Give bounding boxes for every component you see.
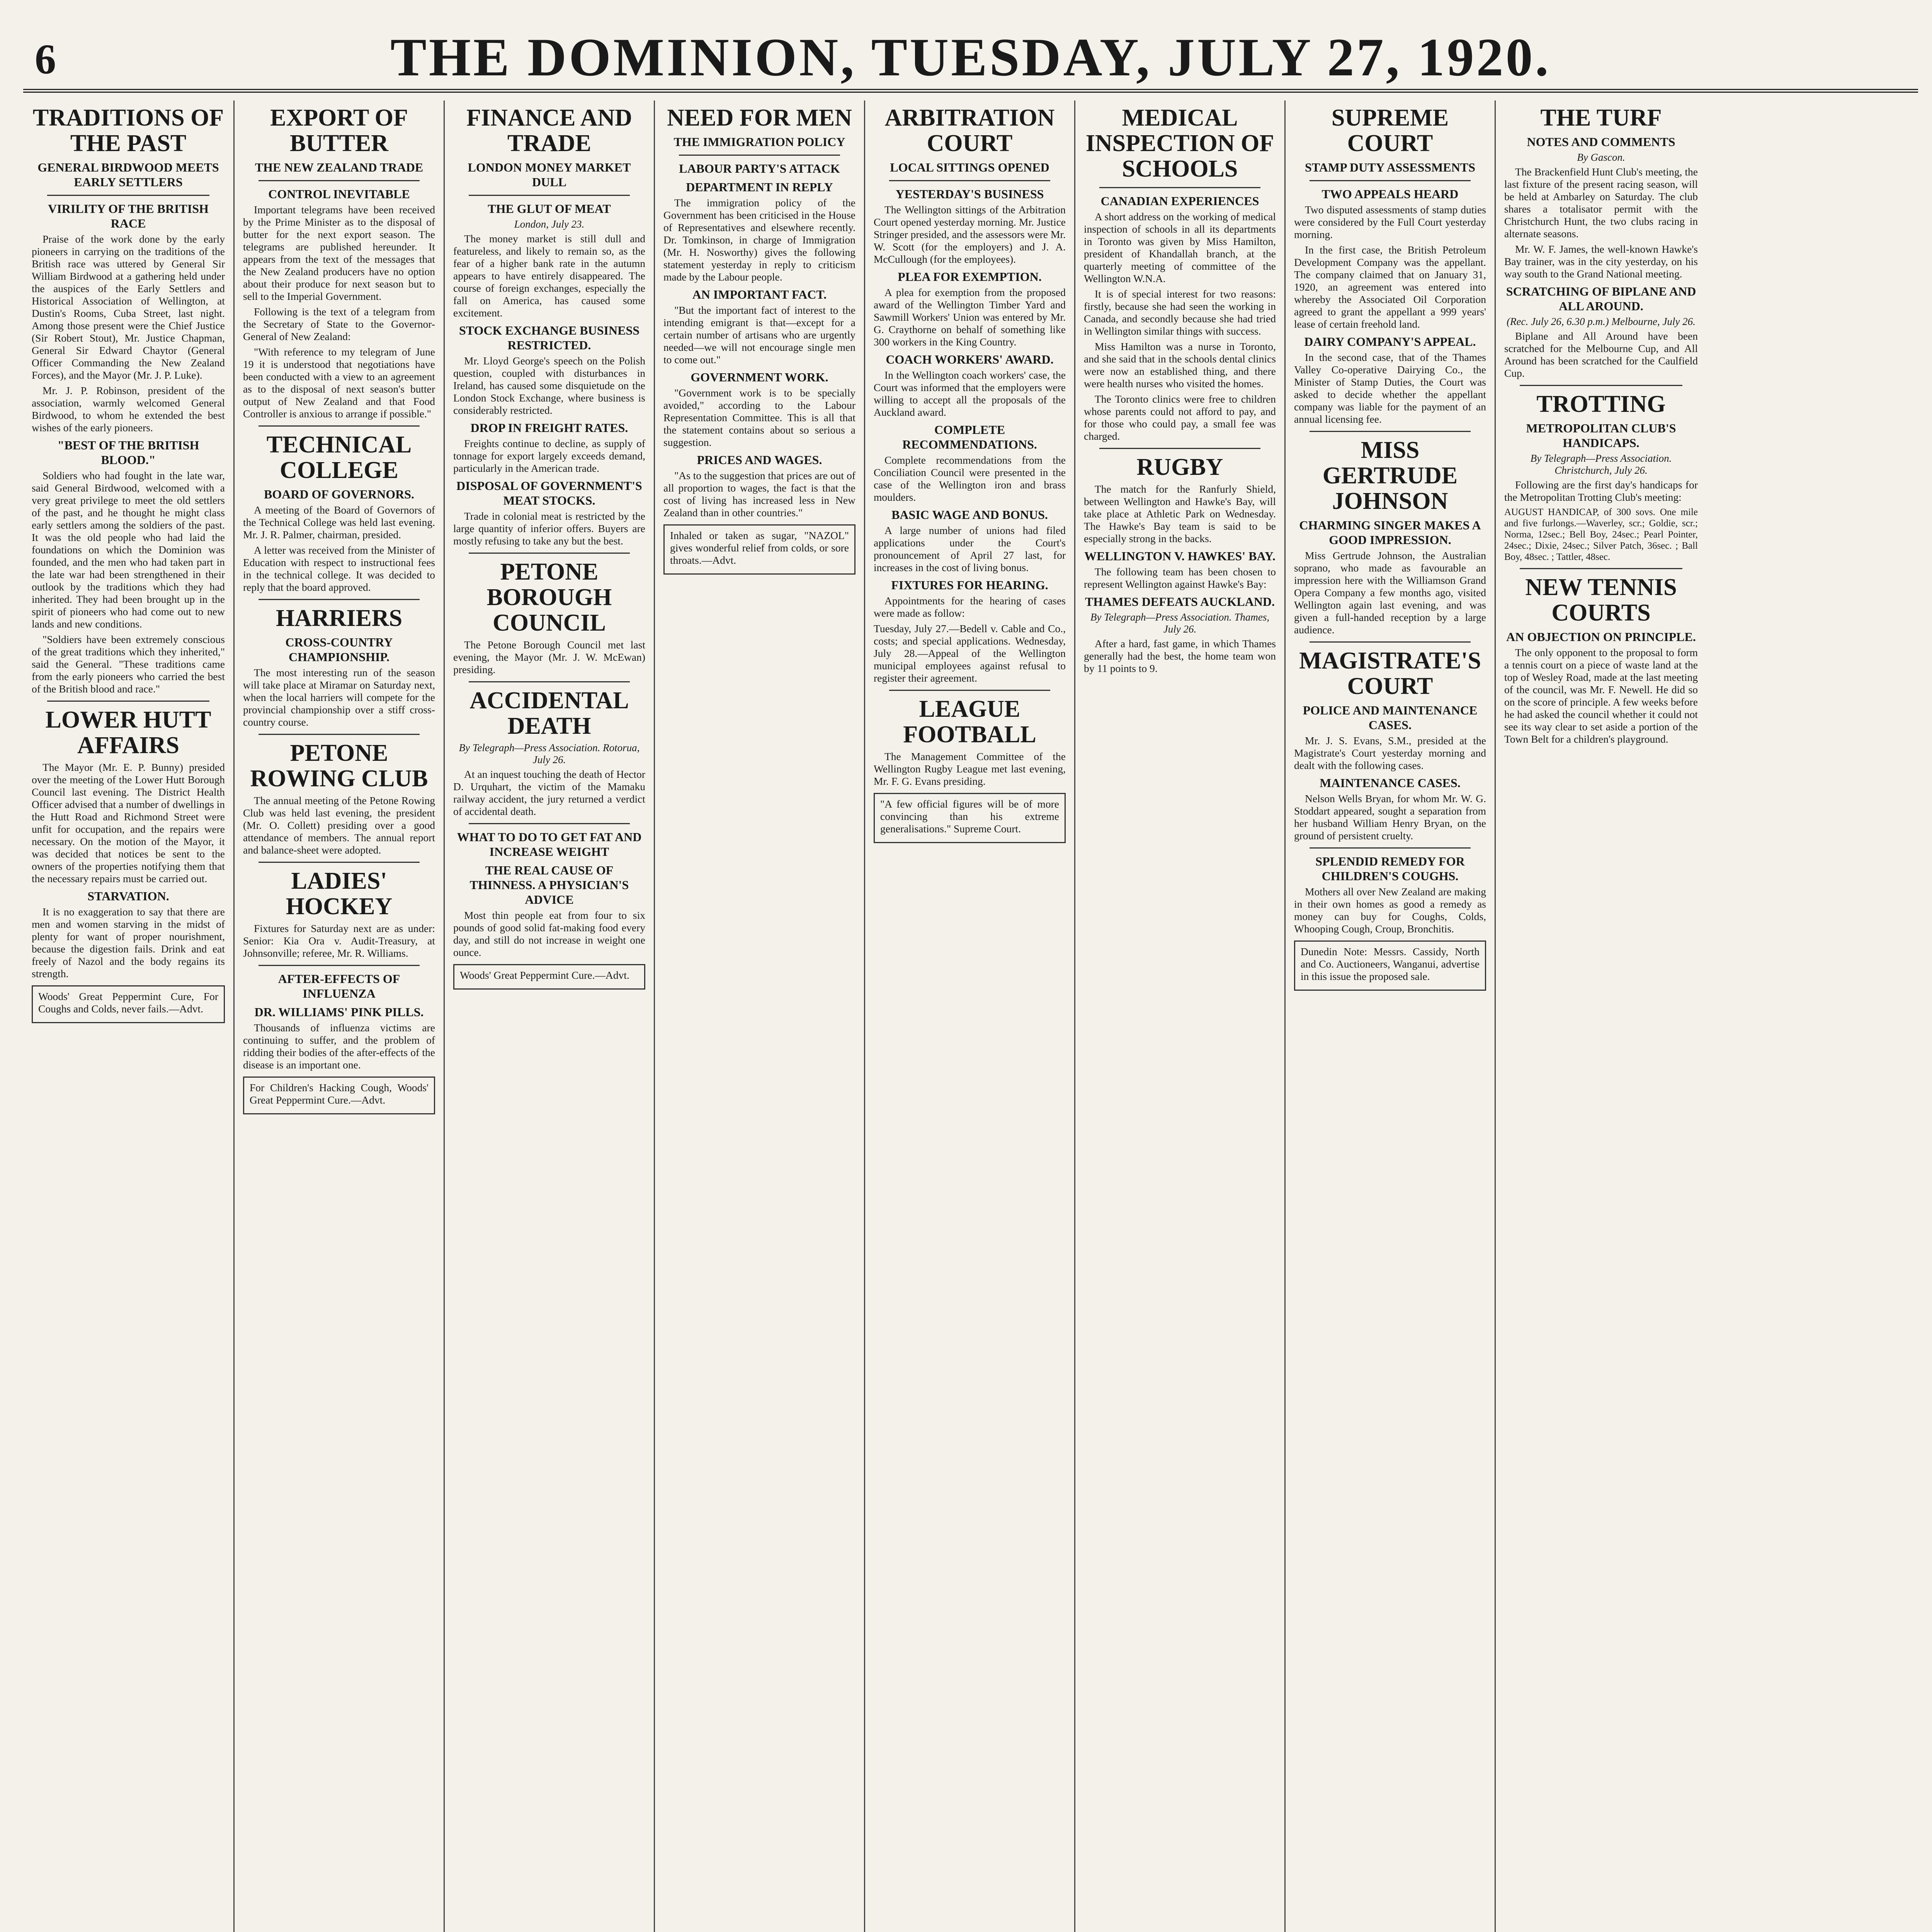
paragraph: Nelson Wells Bryan, for whom Mr. W. G. Stoddart appeared, sought a separation from her husband William Henry Bryan, on the ground of persistent cruelty. bbox=[1294, 793, 1486, 842]
subhead: CANADIAN EXPERIENCES bbox=[1100, 194, 1259, 208]
divider bbox=[1099, 448, 1260, 449]
subhead: THAMES DEFEATS AUCKLAND. bbox=[1085, 595, 1275, 609]
headline-magistrates-court: MAGISTRATE'S COURT bbox=[1299, 648, 1481, 699]
divider bbox=[259, 180, 420, 181]
columns bbox=[23, 100, 1918, 1932]
paragraph: Trade in colonial meat is restricted by the large quantity of inferior offers. Buyers are mostly refusing to take any but the best. bbox=[453, 510, 645, 547]
divider bbox=[889, 690, 1050, 691]
subhead: THE REAL CAUSE OF THINNESS. A PHYSICIAN'S ADVICE bbox=[469, 863, 629, 906]
column-8 bbox=[1495, 100, 1706, 1932]
subhead: WHAT TO DO TO GET FAT AND INCREASE WEIGHT bbox=[457, 830, 642, 859]
divider bbox=[47, 195, 209, 196]
divider bbox=[259, 734, 420, 735]
subhead: AN OBJECTION ON PRINCIPLE. bbox=[1506, 630, 1696, 644]
paragraph: Mothers all over New Zealand are making in their own homes as good a remedy as money can buy for Coughs, Colds, Whooping Cough, Croup, Bronchitis. bbox=[1294, 886, 1486, 935]
divider bbox=[259, 425, 420, 427]
divider bbox=[259, 862, 420, 863]
masthead bbox=[23, 23, 1918, 93]
paragraph: The most interesting run of the season will take place at Miramar on Saturday next, when the local harriers will compete for the provincial championship over a stiff cross-country course. bbox=[243, 667, 435, 728]
paragraph: The money market is still dull and featureless, and likely to remain so, as the fear of a higher bank rate in the autumn appears to have entirely disappeared. The course of foreign exchanges, especially the fall on America, has caused some excitement. bbox=[453, 233, 645, 319]
paragraph: A large number of unions had filed applications under the Court's pronouncement of April 27 last, for increases in the cost of living bonus. bbox=[874, 524, 1066, 573]
paragraph: Following is the text of a telegram from the Secretary of State to the Governor-General of New Zealand: bbox=[243, 306, 435, 342]
paragraph: Complete recommendations from the Conciliation Council were presented in the case of the Wellington iron and brass moulders. bbox=[874, 454, 1066, 503]
subhead: TWO APPEALS HEARD bbox=[1321, 187, 1459, 201]
dateline: London, July 23. bbox=[514, 218, 585, 230]
paragraph: A plea for exemption from the proposed award of the Wellington Timber Yard and Sawmill Workers' Union was entered by Mr. G. Craythorne on behalf of something like 300 workers in the King Country. bbox=[874, 286, 1066, 348]
subhead: DR. WILLIAMS' PINK PILLS. bbox=[254, 1005, 424, 1019]
subhead: CROSS-COUNTRY CHAMPIONSHIP. bbox=[285, 635, 393, 664]
paragraph: At an inquest touching the death of Hector D. Urquhart, the victim of the Mamaku railway accident, the jury returned a verdict of accidental death. bbox=[453, 768, 645, 817]
dateline: By Telegraph—Press Association. Thames, July 26. bbox=[1090, 611, 1270, 635]
paragraph: Biplane and All Around have been scratched for the Melbourne Cup, and All Around has been scratched for the Caulfield Cup. bbox=[1504, 330, 1698, 379]
headline-medical-inspection: MEDICAL INSPECTION OF SCHOOLS bbox=[1085, 105, 1274, 182]
subhead: POLICE AND MAINTENANCE CASES. bbox=[1303, 703, 1478, 732]
paragraph: "But the important fact of interest to the intending emigrant is that—except for a certain number of artisans who are urgently needed—we will not encourage single men to come out." bbox=[663, 304, 855, 366]
divider bbox=[679, 155, 840, 156]
paragraph: The immigration policy of the Government has been criticised in the House of Representatives and elsewhere recently. Dr. Tomkinson, in charge of Immigration (Mr. H. Nosworthy) gives the following statement yesterday in reply to criticism made by the Labour people. bbox=[663, 197, 855, 283]
headline-export-butter: EXPORT OF BUTTER bbox=[270, 105, 408, 156]
paragraph: Thousands of influenza victims are continuing to suffer, and the problem of ridding their bodies of the after-effects of the disease is an important one. bbox=[243, 1022, 435, 1071]
subhead: DROP IN FREIGHT RATES. bbox=[470, 421, 628, 435]
advertisement bbox=[663, 524, 855, 575]
headline-league-football: LEAGUE FOOTBALL bbox=[903, 696, 1036, 748]
paragraph: Mr. W. F. James, the well-known Hawke's Bay trainer, was in the city yesterday, on his way south to the Grand National meeting. bbox=[1504, 243, 1698, 280]
paragraph: Miss Hamilton was a nurse in Toronto, and she said that in the schools dental clinics were now an established thing, and there were health nurses who visited the homes. bbox=[1084, 340, 1276, 389]
paragraph: It is no exaggeration to say that there are men and women starving in the midst of plenty for want of proper nourishment, because the digestion fails. Drink and eat freely of Nazol and the body regains its strength. bbox=[32, 906, 225, 980]
paragraph: A short address on the working of medical inspection of schools in all its departments in Toronto was given by Miss Hamilton, president of Khandallah branch, at the quarterly meeting of committee of the Wellington W.N.A. bbox=[1084, 211, 1276, 284]
subhead: STOCK EXCHANGE BUSINESS RESTRICTED. bbox=[459, 323, 640, 352]
paragraph: In the second case, that of the Thames Valley Co-operative Dairying Co., the Minister of Stamp Duties, the Court was asked to decide whether the appellant company was liable for the payment of an annual licensing fee. bbox=[1294, 351, 1486, 425]
page-number: 6 bbox=[35, 36, 56, 83]
headline-tennis-courts: NEW TENNIS COURTS bbox=[1525, 574, 1677, 626]
headline-trotting: TROTTING bbox=[1536, 391, 1666, 417]
ad-text: Inhaled or taken as sugar, "NAZOL" gives wonderful relief from colds, or sore throats.—Advt. bbox=[670, 529, 849, 566]
headline-finance-trade: FINANCE AND TRADE bbox=[466, 105, 632, 156]
paragraph: Mr. J. S. Evans, S.M., presided at the Magistrate's Court yesterday morning and dealt with the following cases. bbox=[1294, 735, 1486, 771]
headline-the-turf: THE TURF bbox=[1540, 105, 1662, 131]
paragraph: "With reference to my telegram of June 19 it is understood that negotiations have been conducted with a view to an agreement as to the disposal of next season's butter output of New Zealand and that Food Controller is anxious to arrange if possible." bbox=[243, 346, 435, 420]
subhead: COMPLETE RECOMMENDATIONS. bbox=[902, 423, 1037, 451]
divider bbox=[469, 553, 630, 554]
subhead: MAINTENANCE CASES. bbox=[1320, 776, 1461, 790]
paragraph: The Petone Borough Council met last evening, the Mayor (Mr. J. W. McEwan) presiding. bbox=[453, 639, 645, 675]
subhead: LABOUR PARTY'S ATTACK bbox=[679, 162, 840, 175]
headline-technical-college: TECHNICAL COLLEGE bbox=[266, 432, 412, 483]
subhead: GOVERNMENT WORK. bbox=[690, 370, 828, 384]
subhead: DAIRY COMPANY'S APPEAL. bbox=[1304, 335, 1476, 349]
paragraph: It is of special interest for two reasons: firstly, because she had seen the working in Canada, and secondly because she had tried in Wellington similar things with success. bbox=[1084, 288, 1276, 337]
subhead: "BEST OF THE BRITISH BLOOD." bbox=[57, 438, 199, 467]
paragraph: Freights continue to decline, as supply of tonnage for export largely exceeds demand, particularly in the American trade. bbox=[453, 437, 645, 474]
column-1 bbox=[23, 100, 233, 1932]
paragraph: Two disputed assessments of stamp duties were considered by the Full Court yesterday morning. bbox=[1294, 204, 1486, 240]
column-6 bbox=[1074, 100, 1284, 1932]
divider bbox=[469, 681, 630, 682]
paragraph: "Soldiers have been extremely conscious of the great traditions which they inherited," said the General. "These traditions came from the early pioneers who carried the best of the British blood and race." bbox=[32, 633, 225, 695]
column-4 bbox=[654, 100, 864, 1932]
byline: By Gascon. bbox=[1577, 151, 1625, 163]
subhead: VIRILITY OF THE BRITISH RACE bbox=[48, 202, 209, 230]
paragraph: Praise of the work done by the early pioneers in carrying on the traditions of the British race was uttered by General Sir William Birdwood at a gathering held under the auspices of the Early Settlers and Historical Association of Wellington, at Dustin's Rooms, Cuba Street, last night. Among those present were the Chief Justice (Sir Robert Stout), Mr. Justice Chapman, General Sir Edward Chaytor (General Officer Commanding the New Zealand Forces), and the Mayor (Mr. J. P. Luke). bbox=[32, 233, 225, 381]
divider bbox=[469, 823, 630, 824]
advertisement bbox=[32, 985, 225, 1023]
paragraph: Mr. Lloyd George's speech on the Polish question, coupled with disturbances in Ireland, has caused some disquietude on the London Stock Exchange, where business is considerably restricted. bbox=[453, 355, 645, 416]
headline-need-for-men: NEED FOR MEN bbox=[667, 105, 852, 131]
paragraph: A letter was received from the Minister of Education with respect to instructional fees in the technical college. It was decided to reply that the board approved. bbox=[243, 544, 435, 593]
paragraph: The Wellington sittings of the Arbitration Court opened yesterday morning. Mr. Justice Stringer presided, and the assessors were Mr. W. Scott (for the employers) and J. A. McCullough (for the employees). bbox=[874, 204, 1066, 265]
ad-text: "A few official figures will be of more convincing than his extreme generalisations." Supreme Court. bbox=[880, 798, 1059, 835]
subhead: LONDON MONEY MARKET DULL bbox=[468, 160, 631, 189]
paragraph: Soldiers who had fought in the late war, said General Birdwood, welcomed with a very great privilege to meet the old settlers of the past, and he thought he might class early settlers among the soldiers of the past. It was the old people who had laid the foundations on which the Dominion was founded, and the men who had taken part in the late war had been strengthened in their outlook by the traditions which they had inherited. They had been brought up in the spirit of pioneers who had come out to new lands and new conditions. bbox=[32, 469, 225, 630]
paragraph: The Mayor (Mr. E. P. Bunny) presided over the meeting of the Lower Hutt Borough Council last evening. The District Health Officer advised that a number of dwellings in the Hutt Road and Richmond Street were unfit for occupation, and the repairs were necessary. On the motion of the Mayor, it was decided that notices be sent to the owners of the properties notifying them that the necessary repairs must be carried out. bbox=[32, 761, 225, 884]
paragraph: Most thin people eat from four to six pounds of good solid fat-making food every day, and still do not increase in weight one ounce. bbox=[453, 909, 645, 958]
paragraph: In the Wellington coach workers' case, the Court was informed that the employers were willing to accept all the proposals of the Auckland award. bbox=[874, 369, 1066, 418]
ad-text: Woods' Great Peppermint Cure, For Coughs and Colds, never fails.—Advt. bbox=[38, 990, 218, 1015]
ad-text: Dunedin Note: Messrs. Cassidy, North and Co. Auctioneers, Wanganui, advertise in this issue the proposed sale. bbox=[1301, 946, 1480, 982]
paragraph: "Government work is to be specially avoided," according to the Labour Representation Committee. This is all that the statement contains about so serious a suggestion. bbox=[663, 387, 855, 448]
subhead: THE NEW ZEALAND TRADE bbox=[255, 160, 423, 174]
advertisement bbox=[874, 793, 1066, 843]
advertisement bbox=[453, 964, 645, 990]
subhead: BASIC WAGE AND BONUS. bbox=[891, 508, 1048, 522]
divider bbox=[1310, 641, 1471, 643]
paragraph: After a hard, fast game, in which Thames generally had the best, the home team won by 11 points to 9. bbox=[1084, 638, 1276, 674]
subhead: THE GLUT OF MEAT bbox=[488, 202, 611, 216]
column-2 bbox=[233, 100, 444, 1932]
subhead: AN IMPORTANT FACT. bbox=[692, 287, 827, 301]
headline-ladies-hockey: LADIES' HOCKEY bbox=[286, 868, 393, 920]
headline-supreme-court: SUPREME COURT bbox=[1331, 105, 1449, 156]
subhead: CONTROL INEVITABLE bbox=[268, 187, 410, 201]
column-7 bbox=[1284, 100, 1495, 1932]
headline-arbitration: ARBITRATION COURT bbox=[884, 105, 1055, 156]
subhead: GENERAL BIRDWOOD MEETS EARLY SETTLERS bbox=[37, 160, 219, 189]
subhead: CHARMING SINGER MAKES A GOOD IMPRESSION. bbox=[1299, 518, 1481, 547]
column-5 bbox=[864, 100, 1074, 1932]
paragraph: In the first case, the British Petroleum Development Company was the appellant. The company claimed that on January 31, 1920, an agreement was entered into whereby the Associated Oil Corporation agreed to grant the appellant a 999 years' lease of certain freehold land. bbox=[1294, 244, 1486, 330]
subhead: PRICES AND WAGES. bbox=[697, 453, 822, 467]
divider bbox=[259, 965, 420, 966]
ad-text: For Children's Hacking Cough, Woods' Great Peppermint Cure.—Advt. bbox=[250, 1082, 429, 1106]
subhead: YESTERDAY'S BUSINESS bbox=[895, 187, 1044, 201]
headline-harriers: HARRIERS bbox=[276, 605, 403, 631]
divider bbox=[1520, 568, 1682, 569]
paragraph: Miss Gertrude Johnson, the Australian soprano, who made as favourable an impression here with the Williamson Grand Opera Company a few months ago, visited Wellington again last evening, and was given a full-handed reception by a large audience. bbox=[1294, 549, 1486, 636]
headline-lower-hutt: LOWER HUTT AFFAIRS bbox=[45, 707, 211, 759]
newspaper-page bbox=[23, 23, 1918, 1932]
headline-accidental-death: ACCIDENTAL DEATH bbox=[469, 687, 629, 739]
headline-petone-council: PETONE BOROUGH COUNCIL bbox=[486, 559, 612, 636]
paragraph: The Management Committee of the Wellington Rugby League met last evening, Mr. F. G. Evans presiding. bbox=[874, 750, 1066, 787]
subhead: DISPOSAL OF GOVERNMENT'S MEAT STOCKS. bbox=[456, 479, 642, 507]
advertisement bbox=[243, 1077, 435, 1114]
fixture-list: Tuesday, July 27.—Bedell v. Cable and Co., costs; and special applications. Wednesday, July 28.—Appeal of the Wellington municipal employees against refusal to register their agreement. bbox=[874, 622, 1066, 684]
column-3 bbox=[444, 100, 654, 1932]
dateline: By Telegraph—Press Association. Christchurch, July 26. bbox=[1530, 452, 1672, 476]
paragraph: The match for the Ranfurly Shield, between Wellington and Hawke's Bay, will take place at Athletic Park on Wednesday. The Hawke's Bay team is said to be especially strong in the backs. bbox=[1084, 483, 1276, 544]
subhead: SCRATCHING OF BIPLANE AND ALL AROUND. bbox=[1506, 284, 1696, 313]
paragraph: Fixtures for Saturday next are as under: Senior: Kia Ora v. Audit-Treasury, at Johnsonville; referee, Mr. R. Williams. bbox=[243, 922, 435, 959]
paragraph: The Toronto clinics were free to children whose parents could not afford to pay, and for those who could pay, a small fee was charged. bbox=[1084, 393, 1276, 442]
subhead: THE IMMIGRATION POLICY bbox=[673, 135, 845, 149]
subhead: AFTER-EFFECTS OF INFLUENZA bbox=[278, 972, 400, 1000]
subhead: PLEA FOR EXEMPTION. bbox=[898, 270, 1042, 284]
subhead: DEPARTMENT IN REPLY bbox=[686, 180, 833, 194]
subhead: SPLENDID REMEDY FOR CHILDREN'S COUGHS. bbox=[1315, 854, 1465, 883]
paragraph: The annual meeting of the Petone Rowing Club was held last evening, the president (Mr. O. Collett) presiding over a good attendance of members. The annual report and balance-sheet were adopted. bbox=[243, 794, 435, 856]
paragraph: Following are the first day's handicaps for the Metropolitan Trotting Club's meeting: bbox=[1504, 479, 1698, 503]
subhead: METROPOLITAN CLUB'S HANDICAPS. bbox=[1526, 421, 1676, 450]
subhead: BOARD OF GOVERNORS. bbox=[264, 487, 415, 501]
subhead: FIXTURES FOR HEARING. bbox=[891, 578, 1048, 592]
ad-text: Woods' Great Peppermint Cure.—Advt. bbox=[460, 969, 629, 981]
divider bbox=[1099, 187, 1260, 188]
divider bbox=[1310, 431, 1471, 432]
dateline: (Rec. July 26, 6.30 p.m.) Melbourne, July 26. bbox=[1507, 316, 1696, 327]
dateline: By Telegraph—Press Association. Rotorua, July 26. bbox=[459, 742, 640, 765]
paragraph: The following team has been chosen to represent Wellington against Hawke's Bay: bbox=[1084, 566, 1276, 590]
headline-rugby: RUGBY bbox=[1136, 454, 1223, 480]
advertisement bbox=[1294, 940, 1486, 991]
paragraph: Appointments for the hearing of cases were made as follow: bbox=[874, 595, 1066, 619]
paragraph: "As to the suggestion that prices are out of all proportion to wages, the fact is that the cost of living has increased less in New Zealand than in other countries." bbox=[663, 469, 855, 519]
paragraph: A meeting of the Board of Governors of the Technical College was held last evening. Mr. J. R. Palmer, chairman, presided. bbox=[243, 504, 435, 541]
newspaper-title: THE DOMINION, TUESDAY, JULY 27, 1920. bbox=[390, 27, 1551, 87]
divider bbox=[1310, 847, 1471, 849]
headline-traditions: TRADITIONS OF THE PAST bbox=[32, 105, 224, 156]
headline-gertrude-johnson: MISS GERTRUDE JOHNSON bbox=[1322, 437, 1458, 514]
subhead: LOCAL SITTINGS OPENED bbox=[890, 160, 1049, 174]
subhead: COACH WORKERS' AWARD. bbox=[886, 352, 1054, 366]
divider bbox=[1520, 385, 1682, 386]
paragraph: Important telegrams have been received by the Prime Minister as to the disposal of butter for the next export season. The telegrams are published hereunder. It appears from the text of the messages that the New Zealand producers have no option about their produce for next season but to sell to the Imperial Government. bbox=[243, 204, 435, 302]
paragraph: The Brackenfield Hunt Club's meeting, the last fixture of the present racing season, will be held at Ambarley on Saturday. The club shares a totalisator permit with the Christchurch Hunt, the two clubs racing in alternate seasons. bbox=[1504, 166, 1698, 240]
headline-petone-rowing: PETONE ROWING CLUB bbox=[250, 740, 428, 792]
divider bbox=[47, 701, 209, 702]
subhead: NOTES AND COMMENTS bbox=[1527, 135, 1675, 149]
divider bbox=[1310, 180, 1471, 181]
subhead: STARVATION. bbox=[87, 889, 169, 903]
paragraph: Mr. J. P. Robinson, president of the association, warmly welcomed General Birdwood, to whom he extended the best wishes of the early pioneers. bbox=[32, 384, 225, 434]
divider bbox=[259, 599, 420, 600]
handicap-list: AUGUST HANDICAP, of 300 sovs. One mile and five furlongs.—Waverley, scr.; Goldie, scr.; Norma, 12sec.; Bell Boy, 24sec.; Pearl Pointer, 24sec.; Dixie, 24sec.; Silver Patch, 36sec. ; Ball Boy, 48sec. ; Tattler, 48sec. bbox=[1504, 507, 1698, 562]
divider bbox=[889, 180, 1050, 181]
paragraph: The only opponent to the proposal to form a tennis court on a piece of waste land at the top of Wesley Road, made at the last meeting of the council, was Mr. F. Newell. He did so on the score of principle. A few weeks before he had asked the council whether it could not see its way clear to set aside a portion of the Town Belt for a children's playground. bbox=[1504, 646, 1698, 745]
subhead: STAMP DUTY ASSESSMENTS bbox=[1304, 160, 1475, 174]
divider bbox=[469, 195, 630, 196]
subhead: WELLINGTON V. HAWKES' BAY. bbox=[1084, 549, 1276, 563]
